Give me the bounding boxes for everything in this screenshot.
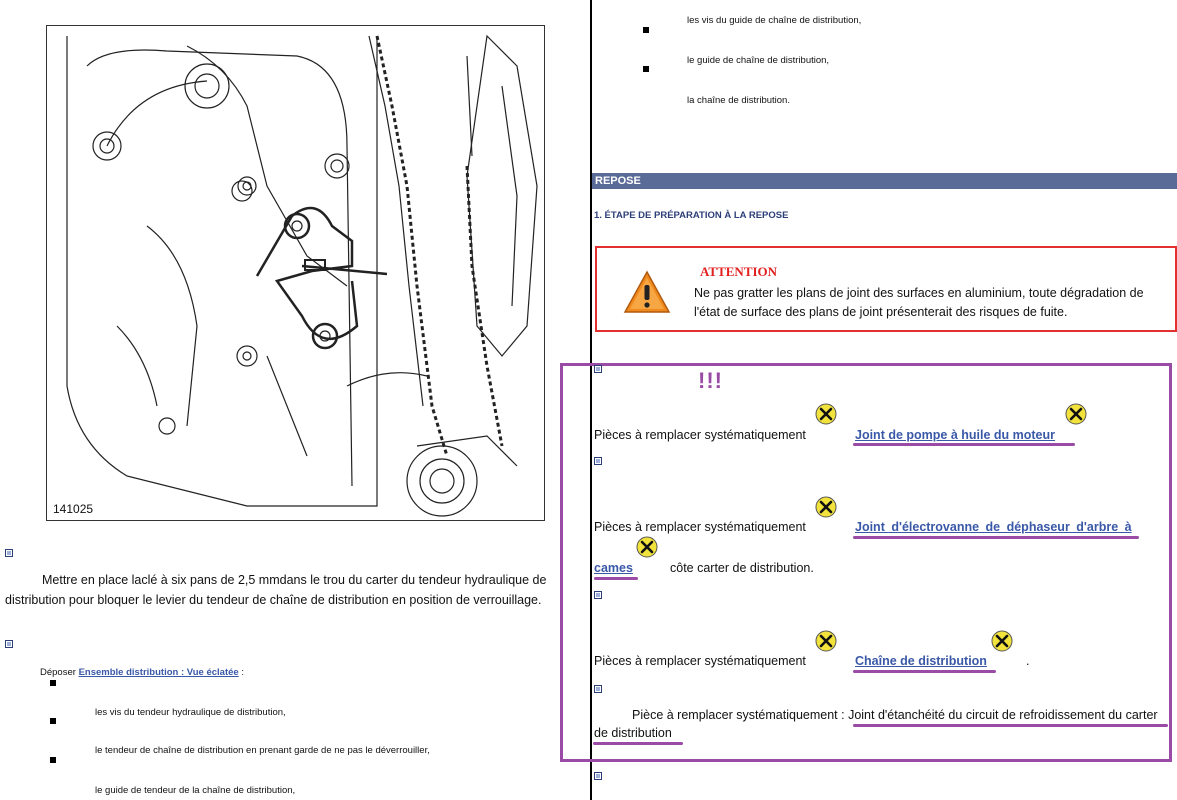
tool-icon [815, 403, 837, 425]
list-item: la chaîne de distribution. [687, 95, 790, 106]
last-part-line1: Pièce à remplacer systématiquement : Joint d'étanchéité du circuit de refroidissement du carter [632, 708, 1158, 722]
bullet-square-icon [5, 640, 13, 648]
deposer-link[interactable]: Ensemble distribution : Vue éclatée [78, 667, 239, 678]
attention-text: Ne pas gratter les plans de joint des surfaces en aluminium, toute dégradation de l'état de surface des plans de joint présenterait des risques de fuite. [694, 286, 1144, 319]
bullet-icon [50, 718, 56, 724]
tool-icon [1065, 403, 1087, 425]
bullet-icon [643, 27, 649, 33]
bullet-icon [643, 66, 649, 72]
part-link-solenoid-gasket[interactable]: Joint d'électrovanne de déphaseur d'arbre à [855, 520, 1132, 534]
tool-icon [636, 536, 658, 558]
sub-title: 1. ÉTAPE DE PRÉPARATION À LA REPOSE [594, 210, 789, 221]
bullet-square-icon [594, 591, 602, 599]
bullet-square-icon [594, 772, 602, 780]
deposer-suffix: : [238, 667, 244, 678]
underline-mark [853, 670, 996, 673]
figure-number: 141025 [53, 502, 94, 516]
part-label: Pièces à remplacer systématiquement [594, 520, 806, 534]
bullet-square-icon [5, 549, 13, 557]
part-label: Pièces à remplacer systématiquement [594, 428, 806, 442]
section-title-bar: REPOSE [592, 173, 1177, 189]
bullet-square-icon [594, 685, 602, 693]
underline-mark [594, 577, 638, 580]
warning-triangle-icon [623, 270, 671, 314]
underline-mark [853, 536, 1139, 539]
underline-mark [853, 443, 1075, 446]
bullet-square-icon [594, 365, 602, 373]
deposer-label: Déposer [40, 667, 76, 678]
step-text-line1: Mettre en place laclé à six pans de 2,5 mmdans le trou du carter du tendeur hydraulique de [42, 573, 547, 587]
annotation-mark: !!! [698, 368, 723, 393]
list-item: les vis du tendeur hydraulique de distribution, [95, 707, 286, 718]
part-suffix: . [1026, 654, 1030, 668]
last-part-line2: de distribution [594, 726, 672, 740]
part-link-timing-chain[interactable]: Chaîne de distribution [855, 654, 987, 668]
part-label: Pièces à remplacer systématiquement [594, 654, 806, 668]
tool-icon [815, 496, 837, 518]
step-text-line2: distribution pour bloquer le levier du tendeur de chaîne de distribution en position de verrouillage. [5, 593, 542, 607]
engine-diagram-figure [46, 25, 545, 521]
list-item: le guide de chaîne de distribution, [687, 55, 830, 66]
timing-chain-drawing [47, 26, 544, 520]
bullet-square-icon [594, 457, 602, 465]
part-link-oil-pump-gasket[interactable]: Joint de pompe à huile du moteur [855, 428, 1056, 442]
attention-box [595, 246, 1177, 332]
tool-icon [991, 630, 1013, 652]
attention-title: ATTENTION [700, 264, 778, 279]
deposer-line [40, 667, 244, 678]
list-item: le guide de tendeur de la chaîne de distribution, [95, 785, 296, 796]
part-link-cames[interactable]: cames [594, 561, 633, 575]
underline-mark [593, 742, 683, 745]
list-item: les vis du guide de chaîne de distribution, [687, 15, 862, 26]
bullet-icon [50, 757, 56, 763]
list-item: le tendeur de chaîne de distribution en prenant garde de ne pas le déverrouiller, [95, 745, 430, 756]
tool-icon [815, 630, 837, 652]
part-suffix: côte carter de distribution. [670, 561, 814, 575]
bullet-icon [50, 680, 56, 686]
underline-mark [853, 724, 1168, 727]
